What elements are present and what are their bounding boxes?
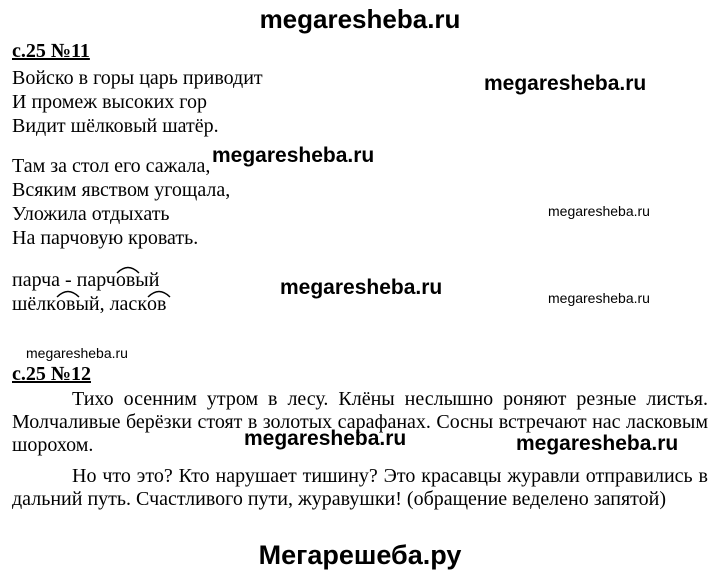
suffix-marked bbox=[116, 268, 135, 292]
analysis-word-lask: ый, ласк bbox=[75, 293, 148, 315]
suffix-arc-icon bbox=[56, 288, 80, 298]
ex11-stanza1-line-2: И промеж высоких гор bbox=[12, 91, 207, 113]
watermark-1: megaresheba.ru bbox=[484, 72, 647, 95]
ex11-stanza1-line-3: Видит шёлковый шатёр. bbox=[12, 115, 219, 137]
watermark-3: megaresheba.ru bbox=[280, 276, 443, 299]
ex11-stanza2-line-4: На парчовую кровать. bbox=[12, 227, 199, 249]
suffix-marked bbox=[56, 292, 75, 316]
watermark-4: megaresheba.ru bbox=[244, 427, 407, 450]
ex11-stanza2-line-1: Там за стол его сажала, bbox=[12, 155, 211, 177]
suffix-marked bbox=[147, 292, 166, 316]
ex12-paragraph-2: Но что это? Кто нарушает тишину? Это красавцы журавли отправились в дальний путь. Счастливого пути, журавушки! (обращение веделено запятой) bbox=[12, 465, 708, 510]
ex11-heading: с.25 №11 bbox=[12, 40, 90, 62]
ex11-analysis-line-1 bbox=[12, 268, 159, 292]
ex12-paragraph-1: Тихо осенним утром в лесу. Клёны неслышно роняют резные листья. Молчаливые берёзки стоят в золотых сарафанах. Сосны встречают нас ласковым шорохом. bbox=[12, 388, 708, 456]
ex11-stanza2-line-3: Уложила отдыхать bbox=[12, 203, 170, 225]
watermark-2: megaresheba.ru bbox=[212, 144, 375, 167]
ex11-stanza1-line-1: Войско в горы царь приводит bbox=[12, 67, 263, 89]
suffix-arc-icon bbox=[147, 288, 171, 298]
ex11-stanza2-line-2: Всяким явством угощала, bbox=[12, 179, 231, 201]
ex11-analysis-line-2 bbox=[12, 292, 166, 316]
suffix-text: ов bbox=[115, 269, 136, 291]
suffix-arc-icon bbox=[116, 264, 140, 274]
suffix-text: ов bbox=[55, 293, 76, 315]
ending-text: ый bbox=[135, 269, 160, 291]
suffix-text: ов bbox=[147, 293, 167, 315]
watermark-5: megaresheba.ru bbox=[516, 432, 679, 455]
analysis-word-shelk: шёлк bbox=[12, 293, 56, 315]
watermark-small-2: megaresheba.ru bbox=[548, 290, 650, 306]
watermark-small-3: megaresheba.ru bbox=[26, 345, 128, 361]
watermark-top: megaresheba.ru bbox=[259, 4, 461, 34]
watermark-bottom: Мегарешеба.ру bbox=[258, 540, 462, 570]
watermark-small-1: megaresheba.ru bbox=[548, 203, 650, 219]
ex12-heading: с.25 №12 bbox=[12, 363, 91, 385]
analysis-word-parcha: парча - парч bbox=[12, 269, 116, 291]
